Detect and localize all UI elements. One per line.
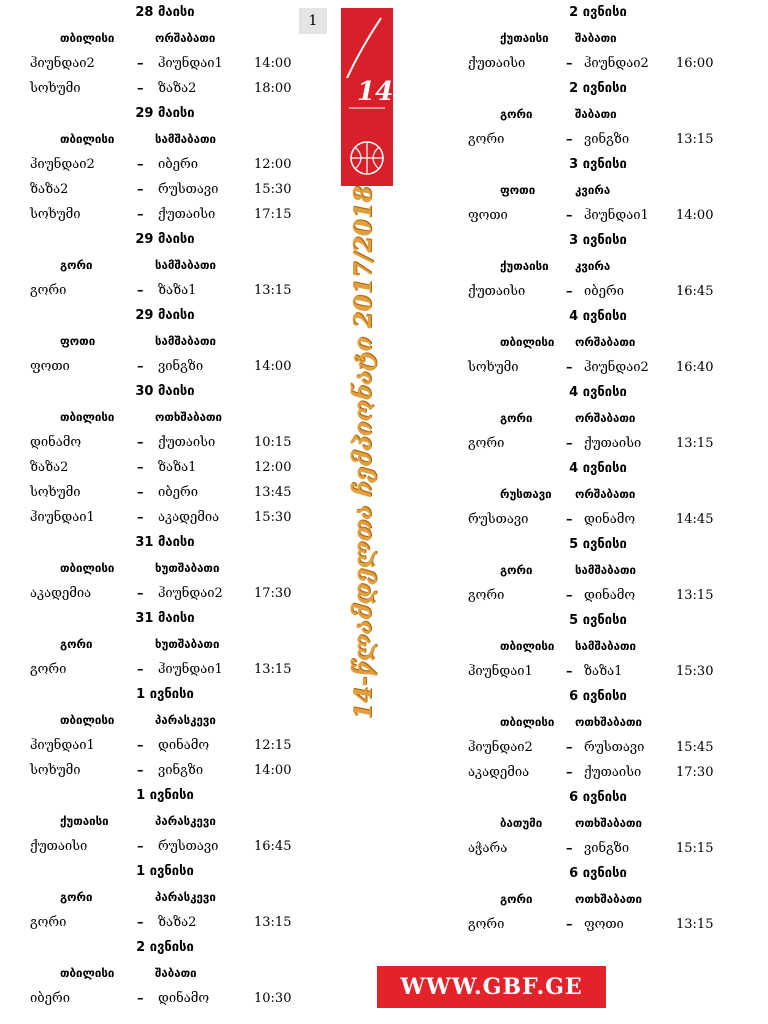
venue-row: [468, 887, 728, 912]
match-time: 13:15: [254, 283, 292, 298]
match-time: 15:15: [676, 841, 714, 856]
match-row: [468, 51, 728, 76]
match-row: [468, 583, 728, 608]
venue-row: [30, 961, 300, 986]
dash: –: [137, 81, 144, 96]
venue-city: გორი: [500, 892, 533, 906]
schedule-block: [30, 606, 300, 682]
dash: –: [137, 485, 144, 500]
match-time: 15:30: [254, 182, 292, 197]
schedule-block: [468, 380, 728, 456]
dash: –: [137, 435, 144, 450]
dash: –: [137, 586, 144, 601]
home-team: სოხუმი: [30, 485, 81, 500]
weekday: ოთხშაბათი: [575, 816, 643, 830]
home-team: აკადემია: [30, 586, 92, 601]
home-team: სოხუმი: [30, 763, 81, 778]
match-row: [468, 431, 728, 456]
match-date: 3 ივნისი: [569, 157, 627, 172]
venue-city: ქუთაისი: [60, 814, 109, 828]
weekday: ორშაბათი: [155, 31, 216, 45]
venue-city: თბილისი: [60, 132, 115, 146]
home-team: ფოთი: [468, 208, 508, 223]
schedule-block: [468, 785, 728, 861]
weekday: სამშაბათი: [575, 639, 637, 653]
away-team: იბერი: [158, 157, 198, 172]
away-team: ზაზა1: [158, 283, 197, 298]
match-date: 29 მაისი: [135, 232, 195, 247]
dash: –: [566, 765, 573, 780]
match-row: [468, 507, 728, 532]
venue-row: [468, 26, 728, 51]
match-row: [30, 986, 300, 1011]
dash: –: [566, 132, 573, 147]
match-row: [468, 355, 728, 380]
match-time: 16:45: [676, 284, 714, 299]
match-row: [30, 278, 300, 303]
venue-row: [468, 710, 728, 735]
match-row: [468, 279, 728, 304]
match-row: [30, 758, 300, 783]
match-time: 13:15: [676, 436, 714, 451]
home-team: ზაზა2: [30, 182, 69, 197]
venue-row: [468, 558, 728, 583]
venue-row: [30, 556, 300, 581]
venue-row: [30, 809, 300, 834]
match-row: [30, 76, 300, 101]
venue-row: [468, 330, 728, 355]
match-row: [468, 203, 728, 228]
home-team: რუსთავი: [468, 512, 529, 527]
match-row: [468, 127, 728, 152]
dash: –: [137, 991, 144, 1006]
weekday: შაბათი: [575, 31, 617, 45]
home-team: გორი: [30, 283, 67, 298]
weekday: ოთხშაბათი: [575, 715, 643, 729]
venue-city: ბათუმი: [500, 816, 543, 830]
match-date: 6 ივნისი: [569, 866, 627, 881]
match-time: 16:00: [676, 56, 714, 71]
away-team: რუსთავი: [158, 839, 219, 854]
home-team: გორი: [468, 917, 505, 932]
weekday: შაბათი: [575, 107, 617, 121]
weekday: ხუთშაბათი: [155, 561, 220, 575]
venue-row: [468, 102, 728, 127]
venue-row: [30, 127, 300, 152]
match-row: [30, 834, 300, 859]
away-team: ქუთაისი: [158, 207, 216, 222]
match-date: 29 მაისი: [135, 106, 195, 121]
dash: –: [137, 460, 144, 475]
schedule-block: [468, 228, 728, 304]
match-date: 2 ივნისი: [136, 940, 194, 955]
schedule-block: [30, 379, 300, 530]
away-team: რუსთავი: [158, 182, 219, 197]
match-row: [30, 51, 300, 76]
venue-city: თბილისი: [500, 639, 555, 653]
away-team: ქუთაისი: [584, 765, 642, 780]
match-row: [30, 581, 300, 606]
venue-row: [468, 178, 728, 203]
away-team: ქუთაისი: [584, 436, 642, 451]
match-date: 5 ივნისი: [569, 613, 627, 628]
home-team: ფოთი: [30, 359, 70, 374]
home-team: ჰიუნდაი2: [468, 740, 533, 755]
venue-row: [30, 26, 300, 51]
away-team: ჰიუნდაი2: [584, 360, 649, 375]
away-team: ქუთაისი: [158, 435, 216, 450]
venue-city: გორი: [60, 637, 93, 651]
away-team: დინამო: [584, 588, 636, 603]
schedule-block: [30, 859, 300, 935]
dash: –: [137, 763, 144, 778]
venue-row: [468, 482, 728, 507]
home-team: გორი: [30, 915, 67, 930]
match-row: [30, 152, 300, 177]
match-date: 31 მაისი: [135, 535, 195, 550]
basketball-logo-icon: [333, 8, 394, 186]
weekday: პარასკევი: [155, 890, 216, 904]
away-team: ვინგზი: [158, 359, 204, 374]
match-row: [30, 505, 300, 530]
match-date: 4 ივნისი: [569, 385, 627, 400]
match-time: 16:45: [254, 839, 292, 854]
venue-city: ფოთი: [500, 183, 536, 197]
venue-row: [30, 405, 300, 430]
away-team: დინამო: [158, 738, 210, 753]
venue-city: რუსთავი: [500, 487, 552, 501]
right-schedule-column: [468, 0, 728, 937]
home-team: გორი: [468, 132, 505, 147]
home-team: იბერი: [30, 991, 70, 1006]
away-team: ვინგზი: [584, 841, 630, 856]
match-time: 12:15: [254, 738, 292, 753]
dash: –: [566, 664, 573, 679]
weekday: ოთხშაბათი: [155, 410, 223, 424]
logo-lettering: ᲐᲮᲐᲚᲒᲐᲖᲠᲓᲔᲑᲘ: [333, 18, 341, 78]
venue-row: [30, 329, 300, 354]
dash: –: [137, 56, 144, 71]
match-date: 29 მაისი: [135, 308, 195, 323]
venue-city: თბილისი: [60, 31, 115, 45]
home-team: ქუთაისი: [468, 56, 526, 71]
match-time: 14:00: [254, 56, 292, 71]
weekday: ხუთშაბათი: [155, 637, 220, 651]
venue-city: ქუთაისი: [500, 31, 549, 45]
away-team: იბერი: [584, 284, 624, 299]
weekday: ორშაბათი: [575, 411, 636, 425]
dash: –: [566, 208, 573, 223]
schedule-block: [30, 227, 300, 303]
home-team: აკადემია: [468, 765, 530, 780]
match-time: 13:15: [254, 662, 292, 677]
schedule-block: [468, 532, 728, 608]
venue-row: [30, 253, 300, 278]
match-date: 4 ივნისი: [569, 309, 627, 324]
venue-city: თბილისი: [500, 715, 555, 729]
schedule-block: [30, 682, 300, 783]
dash: –: [566, 740, 573, 755]
match-row: [30, 657, 300, 682]
tournament-logo: [333, 8, 394, 186]
match-time: 15:45: [676, 740, 714, 755]
venue-city: გორი: [500, 563, 533, 577]
home-team: სოხუმი: [30, 81, 81, 96]
match-row: [30, 202, 300, 227]
home-team: სოხუმი: [30, 207, 81, 222]
home-team: აჭარა: [468, 841, 508, 856]
schedule-block: [468, 684, 728, 785]
schedule-block: [30, 101, 300, 227]
home-team: გორი: [30, 662, 67, 677]
away-team: იბერი: [158, 485, 198, 500]
match-time: 12:00: [254, 157, 292, 172]
weekday: პარასკევი: [155, 814, 216, 828]
schedule-block: [30, 0, 300, 101]
weekday: კვირა: [575, 183, 611, 197]
away-team: ზაზა1: [584, 664, 623, 679]
dash: –: [566, 56, 573, 71]
match-time: 18:00: [254, 81, 292, 96]
left-schedule-column: [30, 0, 300, 1011]
match-time: 12:00: [254, 460, 292, 475]
match-time: 15:30: [676, 664, 714, 679]
website-banner[interactable]: WWW.GBF.GE: [377, 966, 606, 1008]
match-date: 2 ივნისი: [569, 5, 627, 20]
dash: –: [137, 738, 144, 753]
dash: –: [566, 917, 573, 932]
match-time: 13:15: [676, 588, 714, 603]
schedule-block: [30, 530, 300, 606]
match-time: 16:40: [676, 360, 714, 375]
weekday: ოთხშაბათი: [575, 892, 643, 906]
away-team: აკადემია: [158, 510, 220, 525]
match-date: 4 ივნისი: [569, 461, 627, 476]
match-date: 5 ივნისი: [569, 537, 627, 552]
weekday: შაბათი: [155, 966, 197, 980]
dash: –: [566, 360, 573, 375]
dash: –: [137, 662, 144, 677]
weekday: ორშაბათი: [575, 335, 636, 349]
match-time: 13:15: [676, 132, 714, 147]
away-team: ვინგზი: [158, 763, 204, 778]
venue-row: [30, 632, 300, 657]
match-date: 3 ივნისი: [569, 233, 627, 248]
schedule-block: [30, 783, 300, 859]
away-team: ჰიუნდაი2: [584, 56, 649, 71]
away-team: ვინგზი: [584, 132, 630, 147]
match-time: 14:00: [676, 208, 714, 223]
schedule-block: [468, 608, 728, 684]
match-row: [30, 354, 300, 379]
match-row: [468, 912, 728, 937]
home-team: ჰიუნდაი1: [30, 738, 95, 753]
away-team: ჰიუნდაი1: [158, 662, 223, 677]
match-row: [30, 177, 300, 202]
match-time: 13:15: [676, 917, 714, 932]
match-row: [30, 910, 300, 935]
venue-row: [30, 708, 300, 733]
weekday: პარასკევი: [155, 713, 216, 727]
match-date: 2 ივნისი: [569, 81, 627, 96]
venue-city: თბილისი: [60, 966, 115, 980]
dash: –: [137, 283, 144, 298]
match-row: [30, 733, 300, 758]
home-team: გორი: [468, 588, 505, 603]
match-date: 1 ივნისი: [136, 864, 194, 879]
weekday: სამშაბათი: [575, 563, 637, 577]
venue-row: [468, 634, 728, 659]
away-team: ზაზა2: [158, 915, 197, 930]
match-time: 17:30: [254, 586, 292, 601]
schedule-block: [468, 152, 728, 228]
dash: –: [566, 841, 573, 856]
schedule-block: [30, 303, 300, 379]
page-number: 1: [299, 8, 327, 34]
away-team: რუსთავი: [584, 740, 645, 755]
away-team: დინამო: [584, 512, 636, 527]
schedule-block: [468, 0, 728, 76]
match-time: 15:30: [254, 510, 292, 525]
weekday: სამშაბათი: [155, 334, 217, 348]
home-team: ჰიუნდაი1: [468, 664, 533, 679]
home-team: სოხუმი: [468, 360, 519, 375]
weekday: სამშაბათი: [155, 132, 217, 146]
vertical-championship-title: 14-წლამდელთა ჩემპიონატი 2017/2018: [348, 186, 377, 720]
home-team: ჰიუნდაი2: [30, 157, 95, 172]
schedule-block: [468, 76, 728, 152]
match-time: 13:45: [254, 485, 292, 500]
match-row: [468, 836, 728, 861]
weekday: კვირა: [575, 259, 611, 273]
match-time: 10:30: [254, 991, 292, 1006]
match-date: 1 ივნისი: [136, 687, 194, 702]
dash: –: [137, 359, 144, 374]
match-row: [30, 430, 300, 455]
venue-city: თბილისი: [60, 561, 115, 575]
match-time: 14:00: [254, 359, 292, 374]
match-time: 10:15: [254, 435, 292, 450]
match-time: 14:00: [254, 763, 292, 778]
match-time: 13:15: [254, 915, 292, 930]
dash: –: [566, 436, 573, 451]
venue-city: თბილისი: [60, 410, 115, 424]
home-team: ჰიუნდაი2: [30, 56, 95, 71]
match-date: 31 მაისი: [135, 611, 195, 626]
svg-text:14: 14: [357, 77, 394, 107]
match-date: 6 ივნისი: [569, 689, 627, 704]
home-team: გორი: [468, 436, 505, 451]
schedule-block: [30, 935, 300, 1011]
venue-city: გორი: [60, 890, 93, 904]
venue-city: ფოთი: [60, 334, 96, 348]
dash: –: [137, 207, 144, 222]
weekday: სამშაბათი: [155, 258, 217, 272]
venue-city: თბილისი: [500, 335, 555, 349]
match-row: [468, 735, 728, 760]
dash: –: [566, 284, 573, 299]
venue-city: გორი: [500, 411, 533, 425]
away-team: ზაზა2: [158, 81, 197, 96]
schedule-block: [468, 304, 728, 380]
away-team: ჰიუნდაი1: [158, 56, 223, 71]
away-team: ფოთი: [584, 917, 624, 932]
away-team: დინამო: [158, 991, 210, 1006]
venue-city: თბილისი: [60, 713, 115, 727]
match-time: 17:30: [676, 765, 714, 780]
weekday: ორშაბათი: [575, 487, 636, 501]
match-row: [30, 480, 300, 505]
match-date: 30 მაისი: [135, 384, 195, 399]
schedule-block: [468, 456, 728, 532]
venue-row: [468, 811, 728, 836]
away-team: ჰიუნდაი2: [158, 586, 223, 601]
match-date: 28 მაისი: [135, 5, 195, 20]
venue-row: [468, 406, 728, 431]
dash: –: [137, 157, 144, 172]
match-time: 14:45: [676, 512, 714, 527]
match-time: 17:15: [254, 207, 292, 222]
dash: –: [137, 839, 144, 854]
home-team: ქუთაისი: [30, 839, 88, 854]
schedule-block: [468, 861, 728, 937]
dash: –: [137, 915, 144, 930]
away-team: ზაზა1: [158, 460, 197, 475]
dash: –: [566, 588, 573, 603]
home-team: ქუთაისი: [468, 284, 526, 299]
venue-city: გორი: [60, 258, 93, 272]
venue-city: ქუთაისი: [500, 259, 549, 273]
match-row: [30, 455, 300, 480]
dash: –: [137, 182, 144, 197]
away-team: ჰიუნდაი1: [584, 208, 649, 223]
dash: –: [137, 510, 144, 525]
match-date: 6 ივნისი: [569, 790, 627, 805]
dash: –: [566, 512, 573, 527]
venue-city: გორი: [500, 107, 533, 121]
venue-row: [30, 885, 300, 910]
match-date: 1 ივნისი: [136, 788, 194, 803]
home-team: დინამო: [30, 435, 82, 450]
home-team: ჰიუნდაი1: [30, 510, 95, 525]
match-row: [468, 659, 728, 684]
match-row: [468, 760, 728, 785]
venue-row: [468, 254, 728, 279]
home-team: ზაზა2: [30, 460, 69, 475]
